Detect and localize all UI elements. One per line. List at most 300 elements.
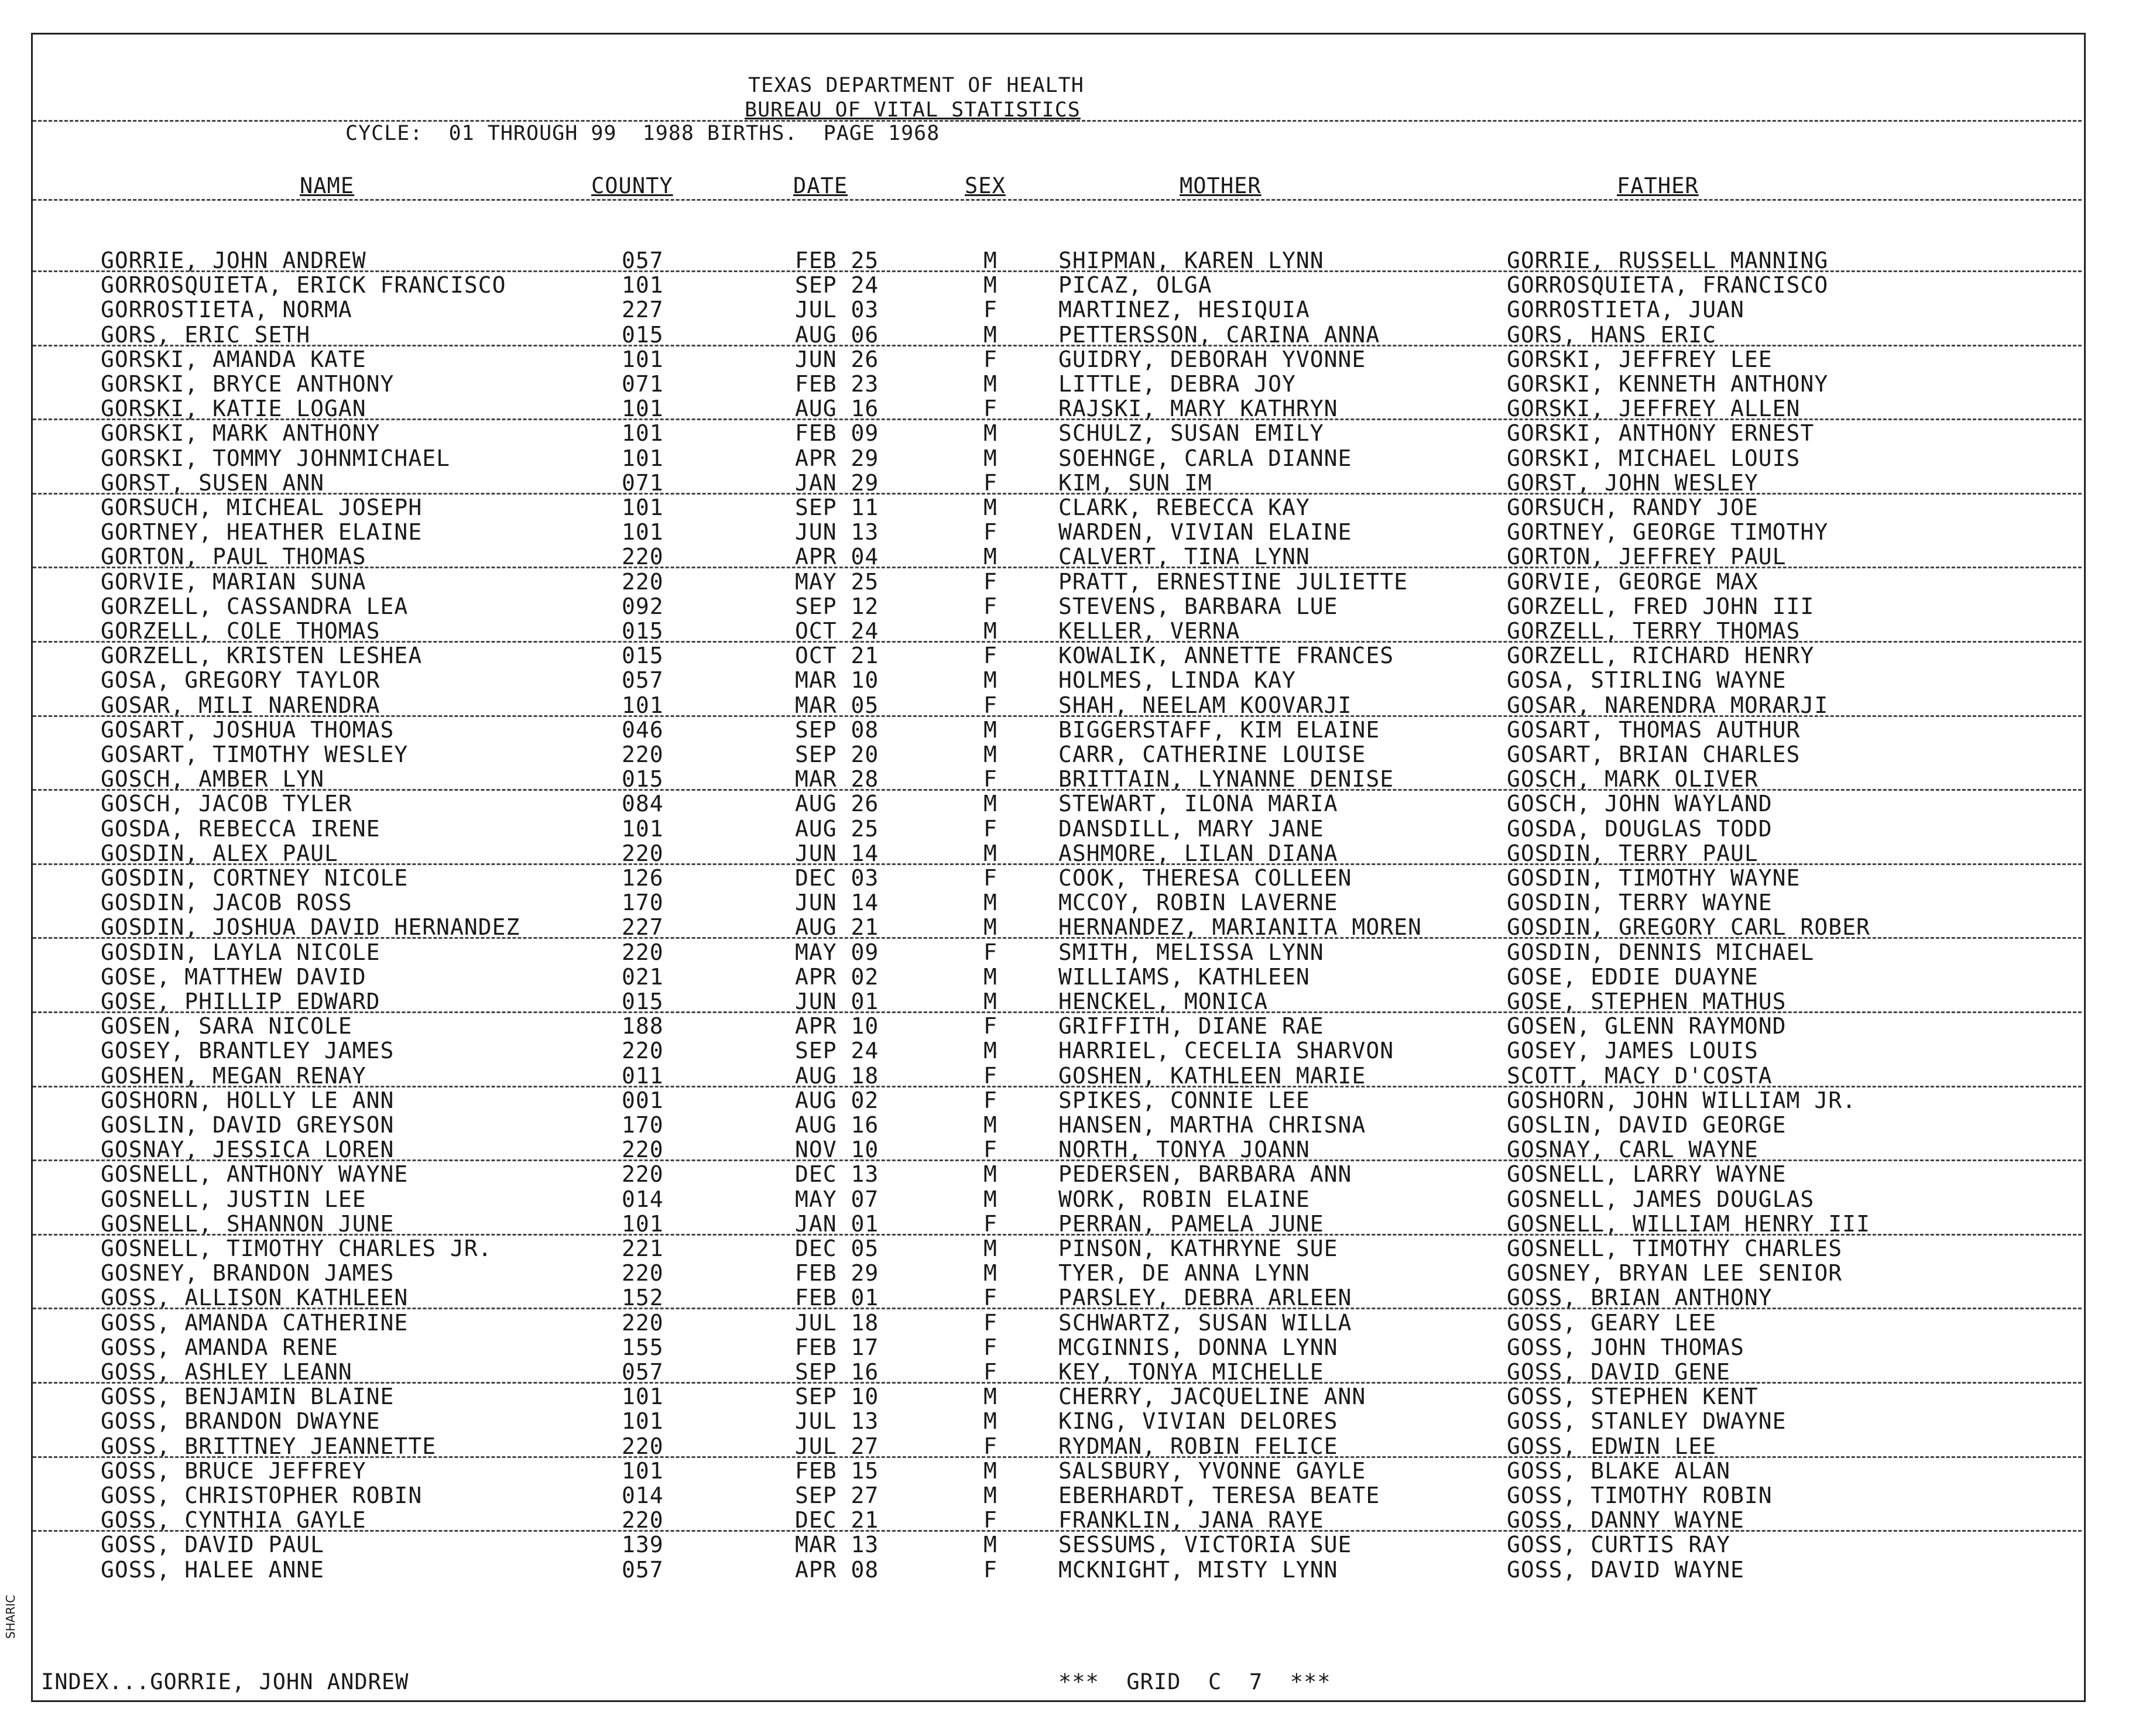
- cell-name: GOSNELL, SHANNON JUNE: [101, 1210, 395, 1237]
- cell-date: MAR 28: [795, 766, 879, 792]
- cell-father: GOSDIN, TERRY PAUL: [1507, 840, 1758, 866]
- cell-date: JUL 18: [795, 1309, 879, 1336]
- cell-county: 227: [622, 914, 664, 941]
- cell-mother: MCKNIGHT, MISTY LYNN: [1058, 1556, 1338, 1583]
- cell-mother: GUIDRY, DEBORAH YVONNE: [1058, 346, 1366, 372]
- cell-name: GOSS, HALEE ANNE: [101, 1556, 325, 1583]
- cell-county: 220: [622, 1161, 664, 1188]
- cell-name: GORST, SUSEN ANN: [101, 469, 325, 496]
- cell-sex: M: [983, 1384, 997, 1410]
- column-header-date: DATE: [793, 173, 848, 198]
- cell-county: 084: [622, 791, 664, 817]
- cell-date: OCT 24: [795, 618, 879, 644]
- cell-sex: M: [983, 371, 997, 397]
- cell-sex: M: [983, 791, 997, 817]
- cell-county: 011: [622, 1062, 664, 1089]
- cell-father: GORSUCH, RANDY JOE: [1507, 495, 1758, 520]
- cell-father: GOSNELL, WILLIAM HENRY III: [1507, 1210, 1870, 1237]
- cell-name: GOSS, BRUCE JEFFREY: [101, 1457, 366, 1484]
- cell-county: 221: [622, 1236, 664, 1261]
- cell-mother: MARTINEZ, HESIQUIA: [1058, 297, 1310, 323]
- cell-date: FEB 17: [795, 1334, 879, 1360]
- cell-sex: M: [983, 1186, 997, 1212]
- cell-date: MAR 05: [795, 692, 879, 718]
- cell-father: GOSAR, NARENDRA MORARJI: [1507, 692, 1829, 718]
- cell-name: GOSDIN, CORTNEY NICOLE: [101, 865, 409, 891]
- cell-father: GORTNEY, GEORGE TIMOTHY: [1507, 519, 1829, 545]
- cell-father: GOSE, STEPHEN MATHUS: [1507, 989, 1787, 1014]
- cell-county: 057: [622, 248, 664, 273]
- cell-sex: F: [983, 568, 997, 595]
- cell-name: GORTON, PAUL THOMAS: [101, 544, 366, 570]
- cell-sex: M: [983, 445, 997, 471]
- cell-father: GORTON, JEFFREY PAUL: [1507, 544, 1787, 570]
- column-header-father: FATHER: [1617, 173, 1699, 198]
- cell-county: 092: [622, 593, 664, 619]
- cell-date: JUN 13: [795, 519, 879, 545]
- cell-county: 188: [622, 1013, 664, 1039]
- column-header-mother: MOTHER: [1180, 173, 1262, 198]
- cell-name: GORZELL, CASSANDRA LEA: [101, 593, 409, 619]
- cell-name: GOSDIN, ALEX PAUL: [101, 840, 338, 866]
- cell-date: APR 10: [795, 1013, 879, 1039]
- cell-county: 101: [622, 445, 664, 471]
- cell-father: GOSDIN, GREGORY CARL ROBER: [1507, 914, 1870, 941]
- cell-date: AUG 02: [795, 1087, 879, 1113]
- cell-father: GOSS, CURTIS RAY: [1507, 1532, 1731, 1558]
- column-header-sex: SEX: [965, 173, 1006, 198]
- cell-date: OCT 21: [795, 643, 879, 669]
- column-header-county: COUNTY: [591, 173, 673, 198]
- cell-date: JUL 13: [795, 1408, 879, 1435]
- cell-mother: WILLIAMS, KATHLEEN: [1058, 963, 1310, 990]
- cell-father: GOSCH, JOHN WAYLAND: [1507, 791, 1773, 817]
- cell-county: 220: [622, 1507, 664, 1533]
- cell-mother: ASHMORE, LILAN DIANA: [1058, 840, 1338, 866]
- cell-county: 015: [622, 618, 664, 644]
- cell-father: GORSKI, ANTHONY ERNEST: [1507, 420, 1815, 447]
- cell-sex: M: [983, 667, 997, 694]
- cell-father: GOSDIN, DENNIS MICHAEL: [1507, 939, 1815, 965]
- cell-county: 220: [622, 840, 664, 866]
- cell-sex: F: [983, 1334, 997, 1360]
- cell-mother: KELLER, VERNA: [1058, 618, 1240, 644]
- cell-name: GOSNEY, BRANDON JAMES: [101, 1260, 395, 1286]
- cell-county: 220: [622, 1137, 664, 1163]
- cell-county: 014: [622, 1483, 664, 1508]
- cell-sex: M: [983, 321, 997, 348]
- cell-mother: PARSLEY, DEBRA ARLEEN: [1058, 1285, 1352, 1311]
- cell-county: 101: [622, 495, 664, 520]
- cell-sex: M: [983, 544, 997, 570]
- cell-mother: WARDEN, VIVIAN ELAINE: [1058, 519, 1352, 545]
- cell-date: AUG 21: [795, 914, 879, 941]
- column-header-name: NAME: [300, 173, 355, 198]
- cell-father: GOSLIN, DAVID GEORGE: [1507, 1112, 1787, 1138]
- cell-sex: M: [983, 963, 997, 990]
- cell-mother: LITTLE, DEBRA JOY: [1058, 371, 1296, 397]
- cell-name: GORSUCH, MICHEAL JOSEPH: [101, 495, 423, 520]
- cell-father: GOSS, STANLEY DWAYNE: [1507, 1408, 1787, 1435]
- cell-date: APR 08: [795, 1556, 879, 1583]
- cell-date: SEP 11: [795, 495, 879, 520]
- cell-name: GOSHORN, HOLLY LE ANN: [101, 1087, 395, 1113]
- cell-sex: M: [983, 1483, 997, 1508]
- cell-date: JAN 29: [795, 469, 879, 496]
- cell-name: GOSS, CYNTHIA GAYLE: [101, 1507, 366, 1533]
- cell-county: 220: [622, 742, 664, 767]
- cell-date: SEP 16: [795, 1359, 879, 1385]
- cell-sex: F: [983, 1433, 997, 1459]
- cell-mother: BRITTAIN, LYNANNE DENISE: [1058, 766, 1394, 792]
- cell-mother: BIGGERSTAFF, KIM ELAINE: [1058, 716, 1380, 743]
- cell-sex: M: [983, 1532, 997, 1558]
- cell-county: 057: [622, 667, 664, 694]
- side-label: SHARIC: [4, 1594, 18, 1639]
- cell-date: MAY 25: [795, 568, 879, 595]
- cell-father: GOSART, THOMAS AUTHUR: [1507, 716, 1801, 743]
- cell-date: DEC 21: [795, 1507, 879, 1533]
- cell-date: JUN 14: [795, 890, 879, 916]
- cell-name: GOSNELL, TIMOTHY CHARLES JR.: [101, 1236, 492, 1261]
- cell-name: GORRIE, JOHN ANDREW: [101, 248, 366, 273]
- cell-county: 046: [622, 716, 664, 743]
- cell-father: GOSS, DAVID WAYNE: [1507, 1556, 1744, 1583]
- cell-mother: GOSHEN, KATHLEEN MARIE: [1058, 1062, 1366, 1089]
- cell-sex: F: [983, 1359, 997, 1385]
- cell-name: GOSNELL, ANTHONY WAYNE: [101, 1161, 409, 1188]
- cell-father: GOSNELL, LARRY WAYNE: [1507, 1161, 1787, 1188]
- cell-father: GORROSQUIETA, FRANCISCO: [1507, 272, 1829, 299]
- cell-mother: SESSUMS, VICTORIA SUE: [1058, 1532, 1352, 1558]
- cell-father: GORROSTIETA, JUAN: [1507, 297, 1744, 323]
- cell-date: JUL 03: [795, 297, 879, 323]
- cell-date: JUL 27: [795, 1433, 879, 1459]
- cell-sex: F: [983, 1062, 997, 1089]
- cell-name: GOSDIN, JACOB ROSS: [101, 890, 352, 916]
- cell-mother: PETTERSSON, CARINA ANNA: [1058, 321, 1380, 348]
- cell-name: GOSA, GREGORY TAYLOR: [101, 667, 381, 694]
- cell-sex: F: [983, 1013, 997, 1039]
- cell-sex: M: [983, 890, 997, 916]
- cell-name: GOSEN, SARA NICOLE: [101, 1013, 352, 1039]
- cell-mother: SHAH, NEELAM KOOVARJI: [1058, 692, 1352, 718]
- cell-sex: F: [983, 396, 997, 422]
- cell-name: GOSE, MATTHEW DAVID: [101, 963, 366, 990]
- cell-county: 126: [622, 865, 664, 891]
- cell-name: GORVIE, MARIAN SUNA: [101, 568, 366, 595]
- cell-sex: M: [983, 1236, 997, 1261]
- cell-name: GOSAR, MILI NARENDRA: [101, 692, 381, 718]
- cell-father: GOSDIN, TERRY WAYNE: [1507, 890, 1773, 916]
- cell-sex: M: [983, 1112, 997, 1138]
- cell-date: SEP 24: [795, 1038, 879, 1064]
- cell-county: 220: [622, 1260, 664, 1286]
- cell-father: GOSHORN, JOHN WILLIAM JR.: [1507, 1087, 1856, 1113]
- cell-date: APR 02: [795, 963, 879, 990]
- cell-father: GOSEY, JAMES LOUIS: [1507, 1038, 1758, 1064]
- cell-sex: F: [983, 593, 997, 619]
- cell-date: MAY 07: [795, 1186, 879, 1212]
- cell-sex: F: [983, 643, 997, 669]
- cell-county: 101: [622, 420, 664, 447]
- cell-county: 155: [622, 1334, 664, 1360]
- cell-father: GORZELL, FRED JOHN III: [1507, 593, 1815, 619]
- cell-father: GOSS, GEARY LEE: [1507, 1309, 1717, 1336]
- cell-mother: WORK, ROBIN ELAINE: [1058, 1186, 1310, 1212]
- cell-mother: SALSBURY, YVONNE GAYLE: [1058, 1457, 1366, 1484]
- cell-mother: PINSON, KATHRYNE SUE: [1058, 1236, 1338, 1261]
- cell-name: GOSS, AMANDA RENE: [101, 1334, 338, 1360]
- cell-county: 101: [622, 1210, 664, 1237]
- cell-date: MAR 13: [795, 1532, 879, 1558]
- cell-sex: F: [983, 1210, 997, 1237]
- cell-name: GORSKI, MARK ANTHONY: [101, 420, 381, 447]
- cell-county: 057: [622, 1556, 664, 1583]
- cell-date: SEP 12: [795, 593, 879, 619]
- cell-mother: KOWALIK, ANNETTE FRANCES: [1058, 643, 1394, 669]
- cell-name: GORSKI, TOMMY JOHNMICHAEL: [101, 445, 450, 471]
- cell-father: GOSS, DAVID GENE: [1507, 1359, 1731, 1385]
- cell-county: 170: [622, 890, 664, 916]
- cell-name: GORSKI, KATIE LOGAN: [101, 396, 366, 422]
- cell-sex: M: [983, 1038, 997, 1064]
- cell-father: GORRIE, RUSSELL MANNING: [1507, 248, 1829, 273]
- row-divider: [33, 1530, 2082, 1532]
- cell-mother: TYER, DE ANNA LYNN: [1058, 1260, 1310, 1286]
- cell-sex: F: [983, 766, 997, 792]
- cell-sex: F: [983, 692, 997, 718]
- cell-sex: M: [983, 1161, 997, 1188]
- cell-sex: F: [983, 1507, 997, 1533]
- cell-father: GOSS, DANNY WAYNE: [1507, 1507, 1744, 1533]
- cell-date: SEP 08: [795, 716, 879, 743]
- cell-county: 071: [622, 371, 664, 397]
- cell-date: APR 29: [795, 445, 879, 471]
- cell-father: GOSE, EDDIE DUAYNE: [1507, 963, 1758, 990]
- cell-name: GORROSTIETA, NORMA: [101, 297, 352, 323]
- cell-father: GOSNELL, TIMOTHY CHARLES: [1507, 1236, 1843, 1261]
- cell-name: GOSART, JOSHUA THOMAS: [101, 716, 395, 743]
- cell-date: SEP 20: [795, 742, 879, 767]
- cell-name: GOSDIN, JOSHUA DAVID HERNANDEZ: [101, 914, 520, 941]
- cell-sex: F: [983, 939, 997, 965]
- cell-name: GOSS, BENJAMIN BLAINE: [101, 1384, 395, 1410]
- cell-father: GORS, HANS ERIC: [1507, 321, 1717, 348]
- cell-mother: NORTH, TONYA JOANN: [1058, 1137, 1310, 1163]
- cell-father: GOSNEY, BRYAN LEE SENIOR: [1507, 1260, 1843, 1286]
- cell-name: GOSHEN, MEGAN RENAY: [101, 1062, 366, 1089]
- cell-mother: KING, VIVIAN DELORES: [1058, 1408, 1338, 1435]
- cell-sex: M: [983, 914, 997, 941]
- cell-county: 101: [622, 519, 664, 545]
- cell-sex: M: [983, 618, 997, 644]
- cell-date: AUG 16: [795, 396, 879, 422]
- header-title: TEXAS DEPARTMENT OF HEALTH: [748, 74, 1084, 97]
- cell-county: 001: [622, 1087, 664, 1113]
- cell-name: GORS, ERIC SETH: [101, 321, 311, 348]
- cell-mother: CHERRY, JACQUELINE ANN: [1058, 1384, 1366, 1410]
- row-divider: [33, 937, 2082, 939]
- cell-mother: SCHWARTZ, SUSAN WILLA: [1058, 1309, 1352, 1336]
- cell-father: GORVIE, GEORGE MAX: [1507, 568, 1758, 595]
- cell-county: 015: [622, 766, 664, 792]
- cell-mother: SMITH, MELISSA LYNN: [1058, 939, 1324, 965]
- cell-name: GOSCH, JACOB TYLER: [101, 791, 352, 817]
- cell-mother: RYDMAN, ROBIN FELICE: [1058, 1433, 1338, 1459]
- cell-name: GOSS, DAVID PAUL: [101, 1532, 325, 1558]
- cell-mother: RAJSKI, MARY KATHRYN: [1058, 396, 1338, 422]
- cell-county: 139: [622, 1532, 664, 1558]
- cell-mother: COOK, THERESA COLLEEN: [1058, 865, 1352, 891]
- cell-county: 101: [622, 1457, 664, 1484]
- cell-mother: STEWART, ILONA MARIA: [1058, 791, 1338, 817]
- cell-county: 227: [622, 297, 664, 323]
- cell-county: 220: [622, 1433, 664, 1459]
- cell-father: GOSNAY, CARL WAYNE: [1507, 1137, 1758, 1163]
- cell-father: GOSS, TIMOTHY ROBIN: [1507, 1483, 1773, 1508]
- cell-county: 220: [622, 939, 664, 965]
- cell-date: FEB 15: [795, 1457, 879, 1484]
- cell-father: GOSEN, GLENN RAYMOND: [1507, 1013, 1787, 1039]
- cell-date: JUN 14: [795, 840, 879, 866]
- cell-mother: CLARK, REBECCA KAY: [1058, 495, 1310, 520]
- cell-mother: PRATT, ERNESTINE JULIETTE: [1058, 568, 1408, 595]
- cell-date: FEB 01: [795, 1285, 879, 1311]
- cell-sex: M: [983, 1260, 997, 1286]
- cell-date: AUG 18: [795, 1062, 879, 1089]
- row-divider: [33, 1308, 2082, 1309]
- cell-father: GOSART, BRIAN CHARLES: [1507, 742, 1801, 767]
- cell-sex: M: [983, 742, 997, 767]
- cell-sex: F: [983, 346, 997, 372]
- cell-sex: M: [983, 1457, 997, 1484]
- cell-name: GOSNAY, JESSICA LOREN: [101, 1137, 395, 1163]
- cell-county: 220: [622, 544, 664, 570]
- cell-mother: HERNANDEZ, MARIANITA MOREN: [1058, 914, 1422, 941]
- cell-name: GORZELL, COLE THOMAS: [101, 618, 381, 644]
- cell-county: 101: [622, 1408, 664, 1435]
- cell-sex: F: [983, 1556, 997, 1583]
- cell-sex: F: [983, 469, 997, 496]
- cell-name: GOSS, ASHLEY LEANN: [101, 1359, 352, 1385]
- cell-county: 101: [622, 396, 664, 422]
- cell-father: GORSKI, MICHAEL LOUIS: [1507, 445, 1801, 471]
- cell-date: AUG 16: [795, 1112, 879, 1138]
- cell-mother: GRIFFITH, DIANE RAE: [1058, 1013, 1324, 1039]
- cell-sex: M: [983, 840, 997, 866]
- cell-date: SEP 27: [795, 1483, 879, 1508]
- header-subtitle: BUREAU OF VITAL STATISTICS: [745, 98, 1081, 122]
- cell-father: SCOTT, MACY D'COSTA: [1507, 1062, 1773, 1089]
- cell-sex: M: [983, 420, 997, 447]
- cell-mother: MCGINNIS, DONNA LYNN: [1058, 1334, 1338, 1360]
- cell-date: JAN 01: [795, 1210, 879, 1237]
- cell-mother: SOEHNGE, CARLA DIANNE: [1058, 445, 1352, 471]
- cell-father: GOSDIN, TIMOTHY WAYNE: [1507, 865, 1801, 891]
- cell-sex: F: [983, 297, 997, 323]
- cell-county: 170: [622, 1112, 664, 1138]
- cell-sex: M: [983, 989, 997, 1014]
- cell-father: GOSA, STIRLING WAYNE: [1507, 667, 1787, 694]
- cell-mother: MCCOY, ROBIN LAVERNE: [1058, 890, 1338, 916]
- cell-date: MAR 10: [795, 667, 879, 694]
- cell-county: 101: [622, 692, 664, 718]
- cell-date: FEB 29: [795, 1260, 879, 1286]
- cell-father: GOSDA, DOUGLAS TODD: [1507, 815, 1773, 842]
- cell-date: SEP 10: [795, 1384, 879, 1410]
- cell-name: GOSART, TIMOTHY WESLEY: [101, 742, 409, 767]
- cell-date: NOV 10: [795, 1137, 879, 1163]
- cell-sex: M: [983, 1408, 997, 1435]
- cell-date: JUN 26: [795, 346, 879, 372]
- cell-father: GOSS, BRIAN ANTHONY: [1507, 1285, 1773, 1311]
- cell-date: MAY 09: [795, 939, 879, 965]
- cell-mother: HOLMES, LINDA KAY: [1058, 667, 1296, 694]
- cell-county: 101: [622, 272, 664, 299]
- cell-date: AUG 26: [795, 791, 879, 817]
- cell-date: DEC 03: [795, 865, 879, 891]
- cell-county: 071: [622, 469, 664, 496]
- cell-name: GOSNELL, JUSTIN LEE: [101, 1186, 366, 1212]
- cell-county: 015: [622, 321, 664, 348]
- cell-mother: HANSEN, MARTHA CHRISNA: [1058, 1112, 1366, 1138]
- cell-mother: SPIKES, CONNIE LEE: [1058, 1087, 1310, 1113]
- cell-sex: F: [983, 1137, 997, 1163]
- cell-father: GORSKI, JEFFREY ALLEN: [1507, 396, 1801, 422]
- cell-sex: F: [983, 815, 997, 842]
- cell-father: GOSS, STEPHEN KENT: [1507, 1384, 1758, 1410]
- cell-date: JUN 01: [795, 989, 879, 1014]
- column-header-divider: [33, 199, 2082, 201]
- cell-name: GOSE, PHILLIP EDWARD: [101, 989, 381, 1014]
- cell-name: GOSS, BRANDON DWAYNE: [101, 1408, 381, 1435]
- cycle-line: CYCLE: 01 THROUGH 99 1988 BIRTHS. PAGE 1968: [345, 122, 940, 145]
- cell-date: FEB 23: [795, 371, 879, 397]
- cell-mother: DANSDILL, MARY JANE: [1058, 815, 1324, 842]
- cell-date: DEC 13: [795, 1161, 879, 1188]
- cell-name: GORROSQUIETA, ERICK FRANCISCO: [101, 272, 506, 299]
- cell-father: GOSS, BLAKE ALAN: [1507, 1457, 1731, 1484]
- cell-father: GOSS, JOHN THOMAS: [1507, 1334, 1744, 1360]
- cell-sex: F: [983, 519, 997, 545]
- index-label: INDEX...GORRIE, JOHN ANDREW: [41, 1669, 409, 1694]
- cell-name: GOSS, AMANDA CATHERINE: [101, 1309, 409, 1336]
- cell-sex: F: [983, 1285, 997, 1311]
- cell-sex: F: [983, 1087, 997, 1113]
- cell-county: 220: [622, 1038, 664, 1064]
- cell-county: 015: [622, 989, 664, 1014]
- cell-county: 015: [622, 643, 664, 669]
- cell-county: 101: [622, 1384, 664, 1410]
- cell-mother: KEY, TONYA MICHELLE: [1058, 1359, 1324, 1385]
- cell-mother: EBERHARDT, TERESA BEATE: [1058, 1483, 1380, 1508]
- cell-county: 057: [622, 1359, 664, 1385]
- cell-father: GORSKI, JEFFREY LEE: [1507, 346, 1773, 372]
- cell-mother: PERRAN, PAMELA JUNE: [1058, 1210, 1324, 1237]
- cell-date: AUG 06: [795, 321, 879, 348]
- cell-mother: HENCKEL, MONICA: [1058, 989, 1269, 1014]
- cell-mother: CALVERT, TINA LYNN: [1058, 544, 1310, 570]
- cell-sex: M: [983, 272, 997, 299]
- cell-father: GORSKI, KENNETH ANTHONY: [1507, 371, 1829, 397]
- cell-mother: FRANKLIN, JANA RAYE: [1058, 1507, 1324, 1533]
- cell-mother: PEDERSEN, BARBARA ANN: [1058, 1161, 1352, 1188]
- cell-mother: CARR, CATHERINE LOUISE: [1058, 742, 1366, 767]
- cell-mother: SHIPMAN, KAREN LYNN: [1058, 248, 1324, 273]
- cell-name: GOSDA, REBECCA IRENE: [101, 815, 381, 842]
- cell-name: GOSS, ALLISON KATHLEEN: [101, 1285, 409, 1311]
